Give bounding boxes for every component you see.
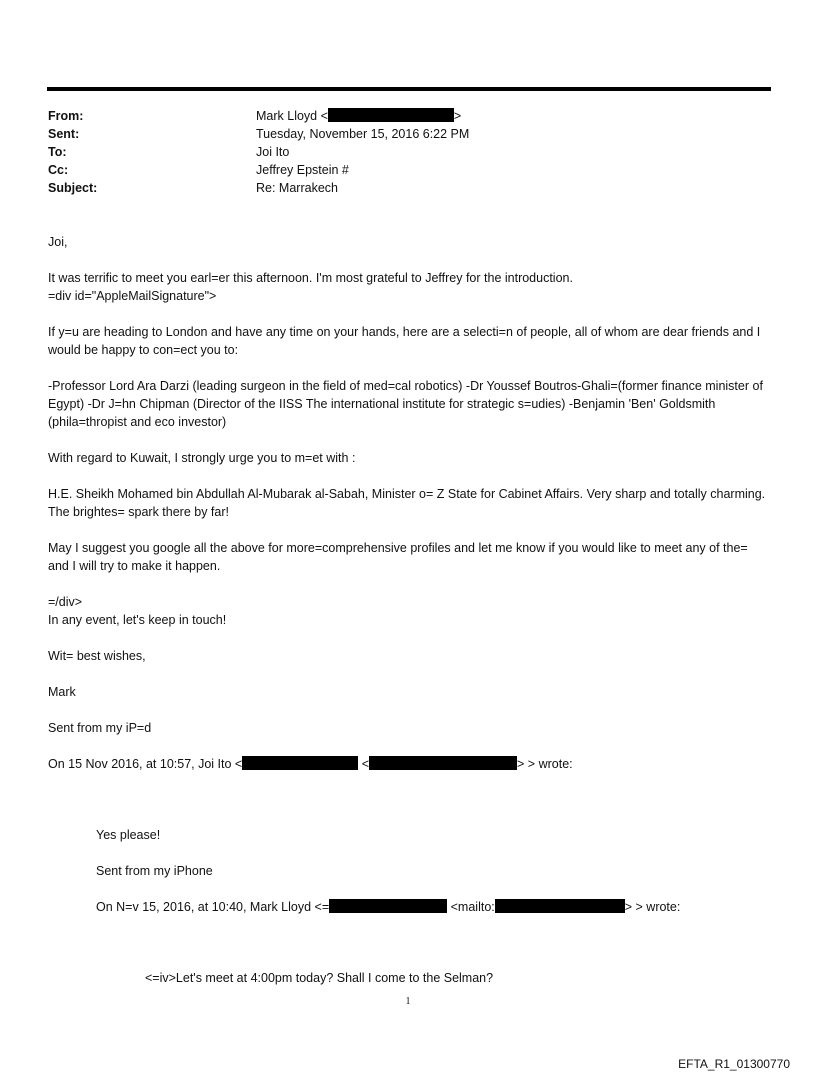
page-number: 1 [405, 996, 411, 1007]
header-rule [47, 87, 771, 91]
subject-label: Subject: [48, 181, 98, 195]
sent-from-ipad: Sent from my iP=d [48, 721, 152, 735]
redaction-box [329, 899, 447, 913]
subject-value: Re: Marrakech [256, 181, 338, 195]
body-paragraph-4: With regard to Kuwait, I strongly urge you to m=et with : [48, 451, 356, 465]
document-id: EFTA_R1_01300770 [678, 1057, 790, 1071]
from-label: From: [48, 109, 84, 123]
sent-value: Tuesday, November 15, 2016 6:22 PM [256, 127, 470, 141]
div-close-text: =/div> [48, 595, 83, 609]
body-paragraph-1-line-2: =div id="AppleMailSignature"> [48, 289, 217, 303]
keep-in-touch: In any event, let's keep in touch! [48, 613, 227, 627]
quote-header-mark-end: > > wrote: [624, 900, 681, 914]
from-name: Mark Lloyd < [256, 109, 328, 123]
quote-header-start: On 15 Nov 2016, at 10:57, Joi Ito < [48, 757, 243, 771]
redaction-box [369, 756, 517, 770]
signature: Mark [48, 685, 76, 699]
cc-label: Cc: [48, 163, 69, 177]
body-paragraph-2: If y=u are heading to London and have any time on your hands, here are a selecti=n of people, all of whom are dear friends and I would be happy to con=ect you to: [48, 325, 761, 357]
quote-header-mark-start: On N=v 15, 2016, at 10:40, Mark Lloyd <= [96, 900, 330, 914]
to-label: To: [48, 145, 67, 159]
body-paragraph-5: H.E. Sheikh Mohamed bin Abdullah Al-Mubarak al-Sabah, Minister o= Z State for Cabinet Affairs. Very sharp and totally charming. The brightes= spark there by far! [48, 487, 766, 519]
body-paragraph-1-line-1: It was terrific to meet you earl=er this afternoon. I'm most grateful to Jeffrey for the introduction. [48, 271, 573, 285]
redaction-box [328, 108, 454, 122]
sent-label: Sent: [48, 127, 80, 141]
quote-header-mark [96, 898, 680, 916]
quote-header-mark-mid: <mailto: [450, 900, 495, 914]
to-value: Joi Ito [256, 145, 290, 159]
redaction-box [242, 756, 358, 770]
quote-header-end: > > wrote: [517, 757, 573, 771]
from-close: > [453, 109, 462, 123]
quote-header-lt: < [361, 757, 370, 771]
greeting: Joi, [48, 235, 68, 249]
cc-value: Jeffrey Epstein # [256, 163, 349, 177]
quote-header-joi [48, 755, 770, 773]
quoted-reply: Yes please! [96, 828, 161, 842]
from-value [256, 107, 461, 125]
body-paragraph-6: May I suggest you google all the above for more=comprehensive profiles and let me know if you would like to meet any of the= and I will try to make it happen. [48, 541, 748, 573]
body-paragraph-3: -Professor Lord Ara Darzi (leading surgeon in the field of med=cal robotics) -Dr Youssef Boutros-Ghali=(former finance minister of Egypt) -Dr J=hn Chipman (Director of the IISS The international institute for strategic s=udies) -Benjamin 'Ben' Goldsmith (phila=thropist and eco investor) [48, 379, 763, 429]
sent-from-iphone: Sent from my iPhone [96, 864, 213, 878]
best-wishes: Wit= best wishes, [48, 649, 146, 663]
quoted-original-message: <=iv>Let's meet at 4:00pm today? Shall I come to the Selman? [145, 971, 494, 985]
redaction-box [495, 899, 625, 913]
